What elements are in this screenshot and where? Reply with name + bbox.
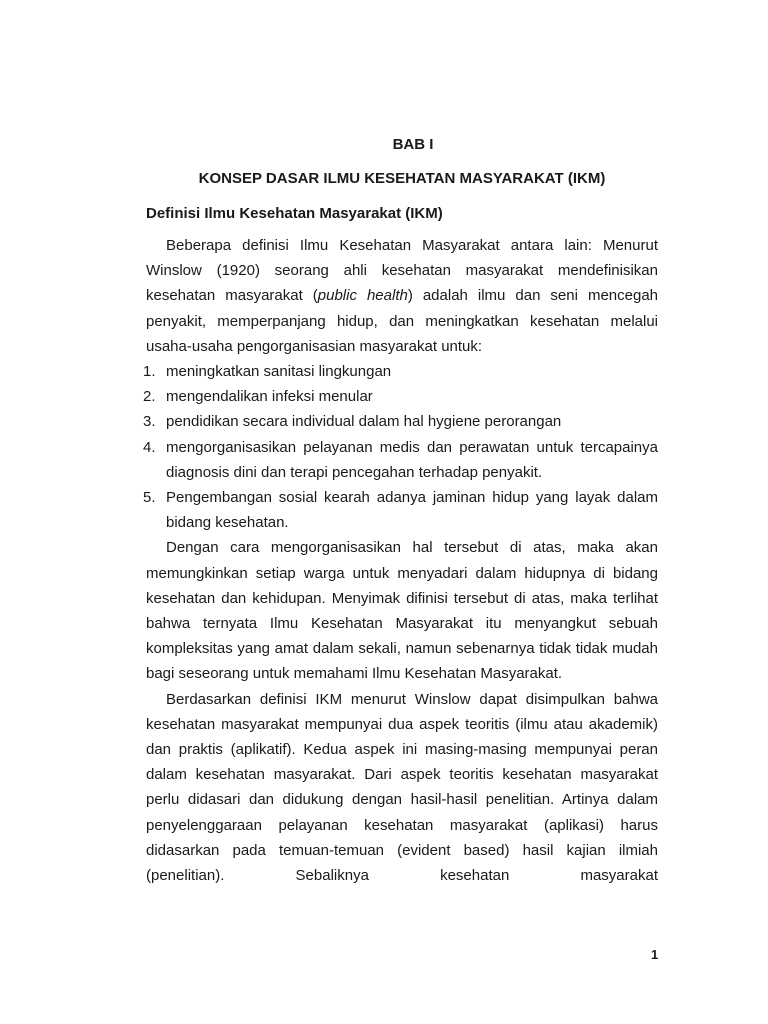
list-item-number: 1. (143, 363, 156, 381)
page-number: 1 (651, 947, 659, 962)
list-item (143, 359, 658, 384)
list-item-text: pendidikan secara individual dalam hal hygiene perorangan (166, 413, 562, 431)
chapter-title: KONSEP DASAR ILMU KESEHATAN MASYARAKAT (IKM) (198, 170, 606, 187)
body-paragraph-2: Dengan cara mengorganisasikan hal tersebut di atas, maka akan memungkinkan setiap warga untuk menyadari dalam hidupnya di bidang kesehatan dan kehidupan. Menyimak difinisi tersebut di atas, maka terlihat bahwa ternyata Ilmu Kesehatan Masyarakat itu menyangkut sebuah kompleksitas yang amat dalam sekali, namun sebenarnya tidak tidak mudah bagi seseorang untuk memahami Ilmu Kesehatan Masyarakat. (146, 539, 658, 683)
chapter-heading: BAB I (392, 136, 434, 153)
list-item (143, 384, 658, 409)
intro-italic-term: public health (317, 287, 408, 305)
list-item-text: Pengembangan sosial kearah adanya jaminan hidup yang layak dalam bidang kesehatan. (166, 489, 658, 532)
list-item-number: 3. (143, 413, 156, 431)
list-item-number: 4. (143, 438, 156, 456)
list-item-number: 2. (143, 388, 156, 406)
list-item (143, 409, 658, 434)
list-item-text: mengorganisasikan pelayanan medis dan perawatan untuk tercapainya diagnosis dini dan terapi pencegahan terhadap penyakit. (166, 438, 658, 481)
numbered-list (143, 359, 658, 535)
intro-text-after: ) adalah ilmu dan seni mencegah penyakit, memperpanjang hidup, dan meningkatkan kesehatan melalui usaha-usaha pengorganisasian masyarakat untuk: (146, 287, 659, 355)
list-item-number: 5. (143, 489, 156, 507)
intro-text-before: Beberapa definisi Ilmu Kesehatan Masyarakat antara lain: Menurut Winslow (1920) seorang ahli kesehatan masyarakat mendefinisikan kesehatan masyarakat ( (146, 237, 658, 305)
body-paragraph-3: Berdasarkan definisi IKM menurut Winslow dapat disimpulkan bahwa kesehatan masyarakat mempunyai dua aspek teoritis (ilmu atau akademik) dan praktis (aplikatif). Kedua aspek ini masing-masing mempunyai peran dalam kesehatan masyarakat. Dari aspek teoritis kesehatan masyarakat perlu didasari dan didukung dengan hasil-hasil penelitian. Artinya dalam penyelenggaraan pelayanan kesehatan masyarakat (aplikasi) harus didasarkan pada temuan-temuan (evident based) hasil kajian ilmiah (penelitian). Sebaliknya kesehatan masyarakat (146, 690, 658, 885)
list-item-text: meningkatkan sanitasi lingkungan (166, 363, 392, 381)
list-item (143, 485, 658, 535)
section-title: Definisi Ilmu Kesehatan Masyarakat (IKM) (146, 205, 443, 222)
intro-paragraph (146, 233, 658, 359)
list-item-text: mengendalikan infeksi menular (166, 388, 373, 406)
document-page (143, 128, 659, 888)
list-item (143, 435, 658, 485)
